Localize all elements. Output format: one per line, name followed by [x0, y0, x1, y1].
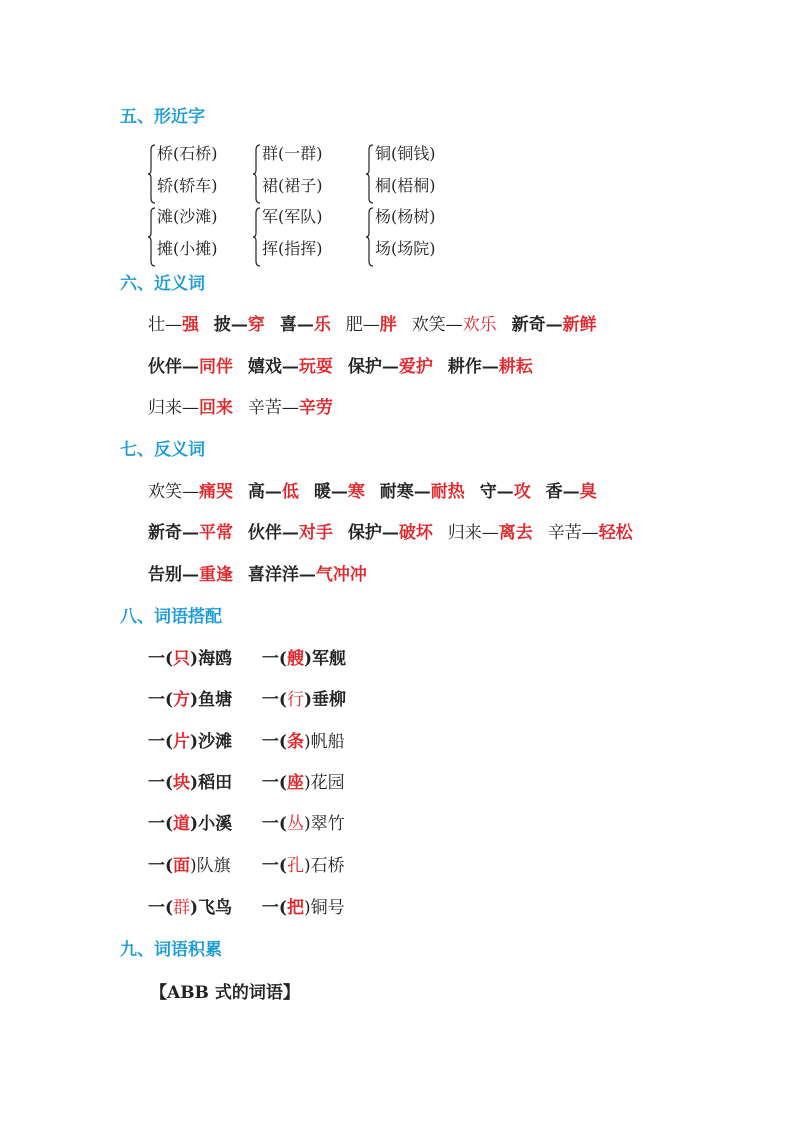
word-pair: 嬉戏—玩耍: [247, 357, 333, 377]
collocation-item: 一(把)铜号: [261, 898, 345, 918]
word-pair: 耕作—耕耘: [447, 357, 533, 377]
antonym-line: [148, 564, 376, 586]
section-heading-collocations: 八、词语搭配: [120, 607, 222, 627]
similar-char-item: 挥(指挥): [262, 239, 323, 258]
similar-char-group: [366, 142, 466, 206]
similar-char-group: [253, 205, 353, 269]
word-pair: 壮—强: [148, 315, 199, 335]
synonym-line: [148, 356, 542, 378]
collocation-item: 一(道)小溪: [148, 814, 233, 834]
word-pair: 保护—破坏: [347, 523, 433, 543]
word-pair: 归来—回来: [148, 398, 233, 418]
similar-char-item: 桐(梧桐): [375, 176, 436, 195]
collocation-item: 一(面)队旗: [148, 856, 231, 876]
similar-char-item: 轿(轿车): [157, 176, 218, 195]
collocation-row: [148, 855, 370, 877]
similar-char-item: 杨(杨树): [375, 207, 436, 226]
abb-words-label: 【ABB 式的词语】: [150, 983, 300, 1003]
section-heading-synonyms: 六、近义词: [120, 274, 205, 294]
collocation-item: 一(丛)翠竹: [261, 814, 345, 834]
synonym-line: [148, 314, 606, 336]
word-pair: 香—臭: [545, 482, 597, 502]
word-pair: 新奇—平常: [148, 523, 233, 543]
word-pair: 暖—寒: [313, 482, 365, 502]
word-pair: 肥—胖: [345, 315, 397, 335]
similar-char-item: 军(军队): [262, 207, 323, 226]
similar-char-group: [366, 205, 466, 269]
similar-char-item: 摊(小摊): [157, 239, 218, 258]
brace-icon: [366, 144, 374, 204]
collocation-item: 一(块)稻田: [148, 773, 233, 793]
section-heading-word-accumulation: 九、词语积累: [120, 940, 222, 960]
similar-char-group: [148, 142, 248, 206]
synonym-line: [148, 397, 342, 419]
collocation-item: 一(群)飞鸟: [148, 898, 233, 918]
similar-char-item: 铜(铜钱): [375, 144, 436, 163]
collocation-item: 一(片)沙滩: [148, 732, 233, 752]
word-pair: 保护—爱护: [347, 357, 433, 377]
brace-icon: [253, 144, 261, 204]
brace-icon: [253, 207, 261, 267]
word-pair: 归来—离去: [447, 523, 533, 543]
word-pair: 辛苦—辛劳: [247, 398, 333, 418]
word-pair: 辛苦—轻松: [547, 523, 633, 543]
word-pair: 欢笑—欢乐: [411, 315, 497, 335]
similar-char-item: 群(一群): [262, 144, 323, 163]
word-pair: 欢笑—痛哭: [148, 482, 233, 502]
word-pair: 伙伴—同伴: [148, 357, 233, 377]
word-pair: 告别—重逢: [148, 565, 233, 585]
brace-icon: [366, 207, 374, 267]
similar-char-group: [253, 142, 353, 206]
collocation-row: [148, 813, 370, 835]
word-pair: 高—低: [247, 482, 299, 502]
similar-char-item: 滩(沙滩): [157, 207, 218, 226]
word-pair: 披—穿: [213, 315, 265, 335]
collocation-item: 一(条)帆船: [261, 732, 345, 752]
word-pair: 耐寒—耐热: [379, 482, 465, 502]
section-heading-similar-chars: 五、形近字: [120, 107, 205, 127]
word-pair: 喜—乐: [279, 315, 331, 335]
word-pair: 守—攻: [479, 482, 531, 502]
collocation-row: [148, 731, 370, 753]
similar-char-group: [148, 205, 248, 269]
similar-char-item: 桥(石桥): [157, 144, 218, 163]
collocation-item: 一(艘)军舰: [261, 649, 347, 669]
collocation-item: 一(孔)石桥: [261, 856, 345, 876]
collocation-item: 一(座)花园: [261, 773, 345, 793]
collocation-item: 一(只)海鸥: [148, 649, 233, 669]
collocation-item: 一(方)鱼塘: [148, 690, 233, 710]
antonym-line: [148, 481, 606, 503]
similar-char-item: 裙(裙子): [262, 176, 323, 195]
collocation-row: [148, 648, 370, 670]
collocation-row: [148, 689, 370, 711]
brace-icon: [148, 144, 156, 204]
similar-char-item: 场(场院): [375, 239, 436, 258]
brace-icon: [148, 207, 156, 267]
word-pair: 伙伴—对手: [247, 523, 333, 543]
collocation-item: 一(行)垂柳: [261, 690, 347, 710]
collocation-row: [148, 897, 370, 919]
collocation-row: [148, 772, 370, 794]
word-pair: 新奇—新鲜: [511, 315, 597, 335]
word-pair: 喜洋洋—气冲冲: [247, 565, 367, 585]
section-heading-antonyms: 七、反义词: [120, 440, 205, 460]
antonym-line: [148, 522, 642, 544]
